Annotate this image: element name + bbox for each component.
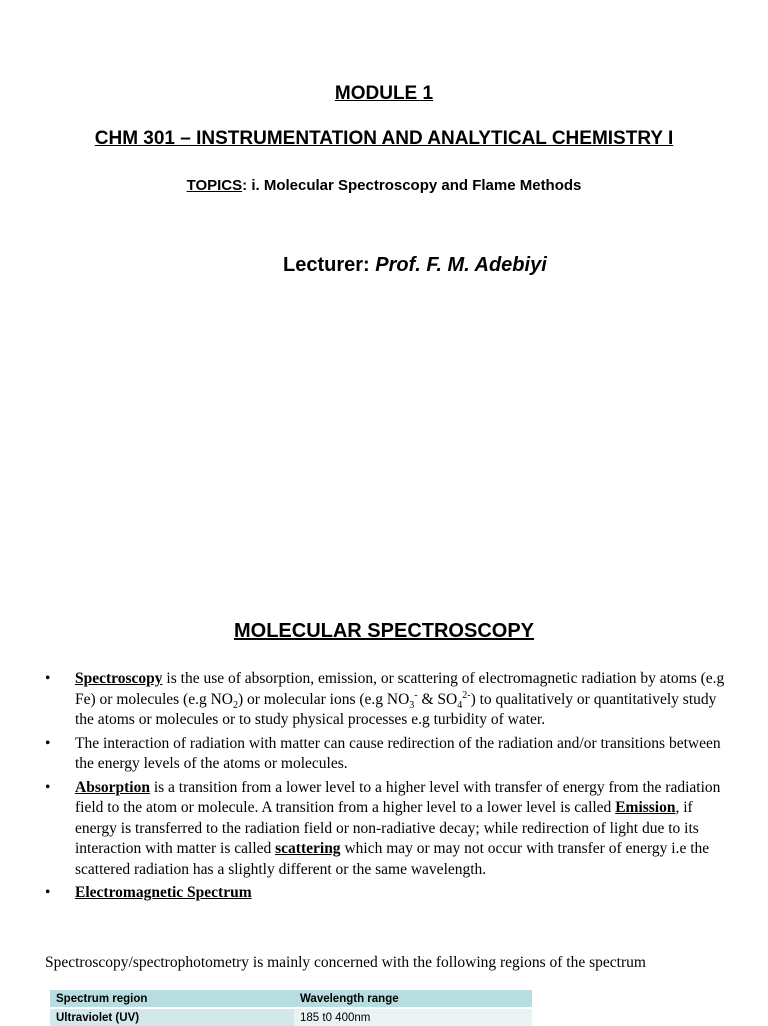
bullet-electromagnetic-spectrum [45, 883, 735, 904]
subscript: 4 [457, 699, 463, 711]
topics-line [0, 177, 768, 194]
text-segment: , if energy is transferred to the radiation field or non-radiative decay; while redirection of light due to its interaction with matter is called [75, 799, 699, 857]
spectrum-intro: Spectroscopy/spectrophotometry is mainly concerned with the following regions of the spectrum [45, 954, 646, 971]
superscript: - [414, 689, 418, 701]
topics-label: TOPICS [186, 177, 243, 194]
term-scattering: scattering [275, 840, 341, 857]
superscript: 2- [462, 689, 471, 701]
text-segment: is a transition from a lower level to a higher level with transfer of energy from the radiation field to the atom or molecule. A transition from a higher level to a lower level is called [75, 778, 721, 816]
subscript: 2 [232, 699, 238, 711]
bullet-interaction [45, 734, 735, 775]
bullet-list [45, 669, 735, 907]
text-segment: ) to qualitatively or quantitatively study the atoms or molecules or to study physical processes e.g turbidity of water. [75, 690, 717, 728]
text-segment: ) or molecular ions (e.g NO [237, 690, 410, 708]
term-electromagnetic-spectrum: Electromagnetic Spectrum [75, 884, 252, 901]
text-segment: which may or may not occur with transfer of energy i.e the scattered radiation has a slightly different or the same wavelength. [75, 840, 710, 878]
section-title: MOLECULAR SPECTROSCOPY [233, 620, 535, 642]
bullet-marker: • [45, 734, 51, 752]
spectrum-table [50, 990, 532, 1026]
header-wavelength-range: Wavelength range [294, 990, 532, 1008]
bullet-spectroscopy [45, 669, 735, 731]
lecturer-name: Prof. F. M. Adebiyi [375, 254, 547, 276]
table-row [50, 1008, 532, 1026]
topics-text: : i. Molecular Spectroscopy and Flame Methods [242, 177, 582, 194]
text-segment: is the use of absorption, emission, or scattering of electromagnetic radiation by atoms (e.g Fe) or molecules (e.g NO [75, 670, 725, 708]
term-absorption: Absorption [75, 778, 150, 796]
lecturer-line [283, 254, 547, 277]
text-segment: & SO [417, 690, 458, 708]
table-header-row [50, 990, 532, 1008]
bullet-absorption [45, 778, 735, 881]
bullet-marker: • [45, 670, 51, 687]
term-spectroscopy: Spectroscopy [75, 670, 163, 687]
bullet-marker: • [45, 778, 51, 796]
text-segment: The interaction of radiation with matter can cause redirection of the radiation and/or transitions between the energy levels of the atoms or molecules. [75, 734, 721, 772]
bullet-marker: • [45, 884, 51, 901]
term-emission: Emission [615, 799, 676, 816]
region-cell: Ultraviolet (UV) [50, 1008, 294, 1026]
header-spectrum-region: Spectrum region [50, 990, 294, 1008]
module-heading: MODULE 1 [334, 83, 434, 104]
range-cell: 185 t0 400nm [294, 1008, 532, 1026]
lecturer-label: Lecturer: [283, 254, 376, 276]
subscript: 3 [409, 699, 415, 711]
course-title: CHM 301 – INSTRUMENTATION AND ANALYTICAL CHEMISTRY I [94, 128, 674, 149]
